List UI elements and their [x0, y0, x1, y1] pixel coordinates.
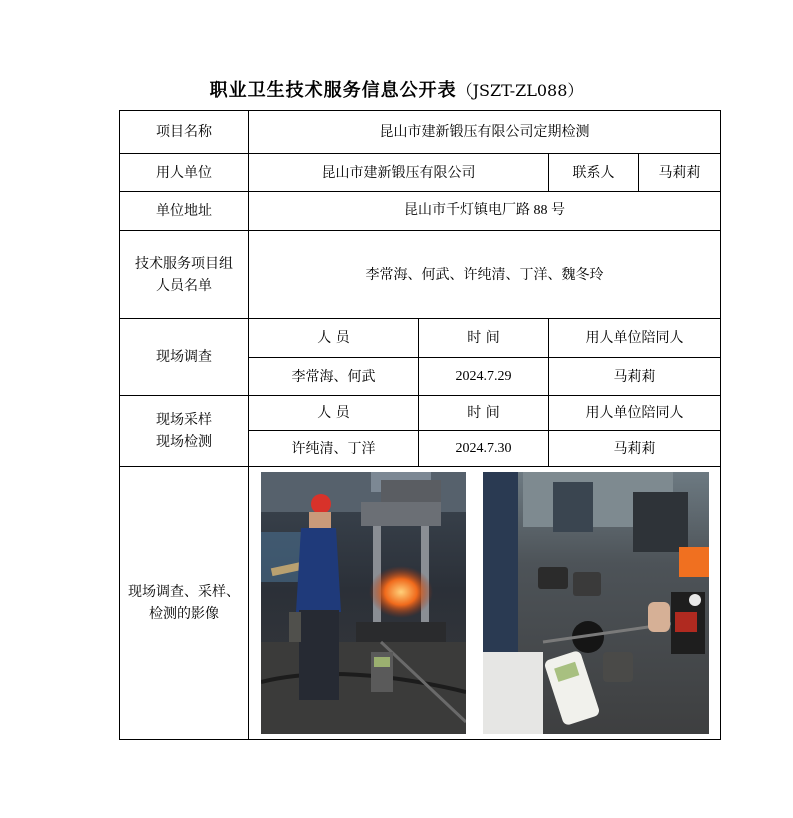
- survey-personnel: 李常海、何武: [249, 358, 419, 396]
- row-survey-header: [120, 319, 721, 358]
- employer-value: 昆山市建新锻压有限公司: [249, 154, 549, 192]
- employer-label: 用人单位: [120, 154, 249, 192]
- sampling-companion: 马莉莉: [549, 431, 721, 467]
- survey-header-personnel: 人 员: [249, 319, 419, 358]
- sampling-header-personnel: 人 员: [249, 396, 419, 431]
- sampling-label: [120, 396, 249, 467]
- row-sampling-header: [120, 396, 721, 431]
- site-photo-measurement: [483, 472, 709, 734]
- sampling-label-line2: 现场检测: [156, 434, 212, 450]
- team-value: 李常海、何武、许纯清、丁洋、魏冬玲: [249, 231, 721, 319]
- row-project-name: [120, 111, 721, 154]
- address-label: 单位地址: [120, 192, 249, 231]
- images-label: [120, 467, 249, 740]
- title-main: 职业卫生技术服务信息公开表: [209, 80, 457, 101]
- address-value: 昆山市千灯镇电厂路 88 号: [249, 192, 721, 231]
- team-label-line2: 人员名单: [156, 277, 212, 294]
- photo-strip: [249, 472, 720, 734]
- team-label-line1: 技术服务项目组: [135, 255, 233, 272]
- row-team: [120, 231, 721, 319]
- survey-header-companion: 用人单位陪同人: [549, 319, 721, 358]
- project-name-label: 项目名称: [120, 111, 249, 154]
- survey-header-time: 时 间: [419, 319, 549, 358]
- contact-label: 联系人: [549, 154, 639, 192]
- row-images: [120, 467, 721, 740]
- sampling-header-time: 时 间: [419, 396, 549, 431]
- images-label-line1: 现场调查、采样、: [128, 584, 240, 600]
- team-label: [120, 231, 249, 319]
- survey-label: 现场调查: [120, 319, 249, 396]
- site-photo-forging-press: [261, 472, 466, 734]
- title-code: （JSZT-ZL088）: [456, 81, 584, 100]
- row-address: [120, 192, 721, 231]
- images-cell: [249, 467, 721, 740]
- contact-value: 马莉莉: [639, 154, 721, 192]
- sampling-header-companion: 用人单位陪同人: [549, 396, 721, 431]
- row-employer: [120, 154, 721, 192]
- page-title: [0, 76, 793, 102]
- images-label-line2: 检测的影像: [149, 606, 219, 622]
- sampling-date: 2024.7.30: [419, 431, 549, 467]
- sampling-personnel: 许纯清、丁洋: [249, 431, 419, 467]
- sampling-label-line1: 现场采样: [156, 412, 212, 428]
- survey-companion: 马莉莉: [549, 358, 721, 396]
- info-table: [119, 110, 721, 740]
- survey-date: 2024.7.29: [419, 358, 549, 396]
- project-name-value: 昆山市建新锻压有限公司定期检测: [249, 111, 721, 154]
